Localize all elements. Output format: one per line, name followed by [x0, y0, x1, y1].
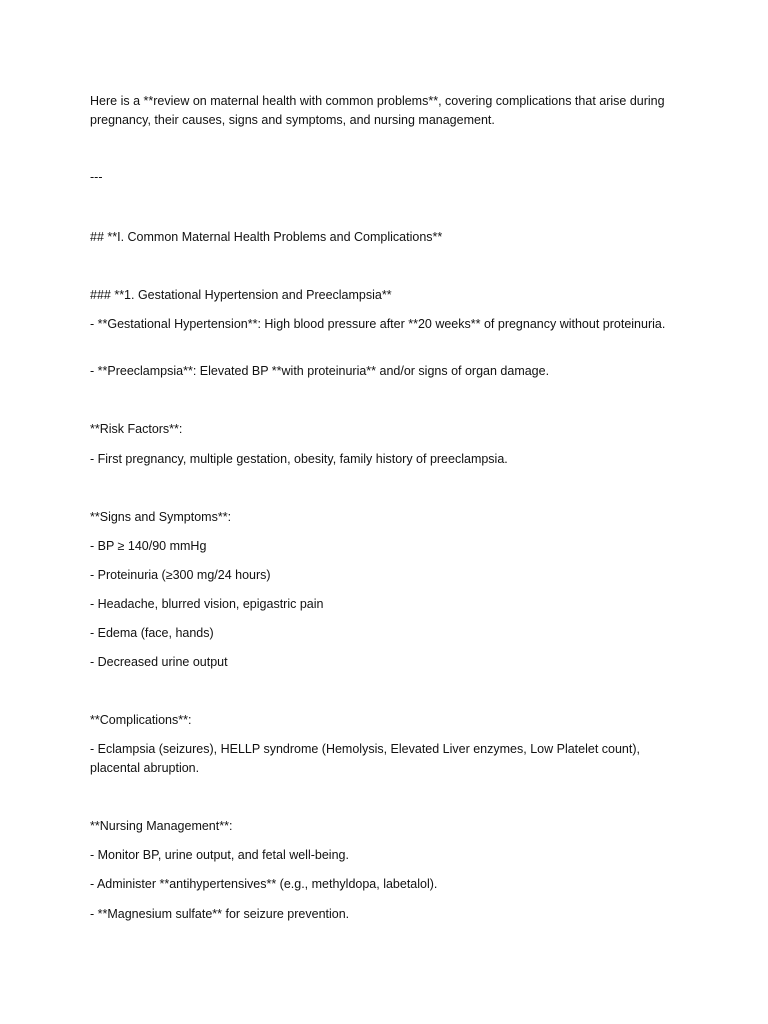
risk-factors-item: - First pregnancy, multiple gestation, obesity, family history of preeclampsia. [90, 452, 508, 466]
nursing-item: - Administer **antihypertensives** (e.g., methyldopa, labetalol). [90, 877, 438, 891]
nursing-item: - **Magnesium sulfate** for seizure prevention. [90, 907, 350, 921]
signs-item: - BP ≥ 140/90 mmHg [90, 539, 207, 553]
complications-label: **Complications**: [90, 713, 192, 727]
intro-paragraph: Here is a **review on maternal health with common problems**, covering complications that arise during pregnancy, their causes, signs and symptoms, and nursing management. [90, 94, 665, 127]
signs-item: - Proteinuria (≥300 mg/24 hours) [90, 568, 271, 582]
risk-factors-label: **Risk Factors**: [90, 422, 183, 436]
signs-item: - Headache, blurred vision, epigastric pain [90, 597, 324, 611]
definition-gestational-hypertension: - **Gestational Hypertension**: High blood pressure after **20 weeks** of pregnancy without proteinuria. [90, 317, 666, 331]
complications-item: - Eclampsia (seizures), HELLP syndrome (Hemolysis, Elevated Liver enzymes, Low Platelet count), placental abruption. [90, 742, 640, 775]
sub-heading: ### **1. Gestational Hypertension and Preeclampsia** [90, 288, 392, 302]
signs-item: - Decreased urine output [90, 655, 228, 669]
signs-item: - Edema (face, hands) [90, 626, 214, 640]
separator: --- [90, 170, 103, 184]
nursing-item: - Monitor BP, urine output, and fetal well-being. [90, 848, 349, 862]
nursing-label: **Nursing Management**: [90, 819, 233, 833]
signs-label: **Signs and Symptoms**: [90, 510, 232, 524]
main-heading: ## **I. Common Maternal Health Problems and Complications** [90, 230, 443, 244]
definition-preeclampsia: - **Preeclampsia**: Elevated BP **with proteinuria** and/or signs of organ damage. [90, 364, 550, 378]
